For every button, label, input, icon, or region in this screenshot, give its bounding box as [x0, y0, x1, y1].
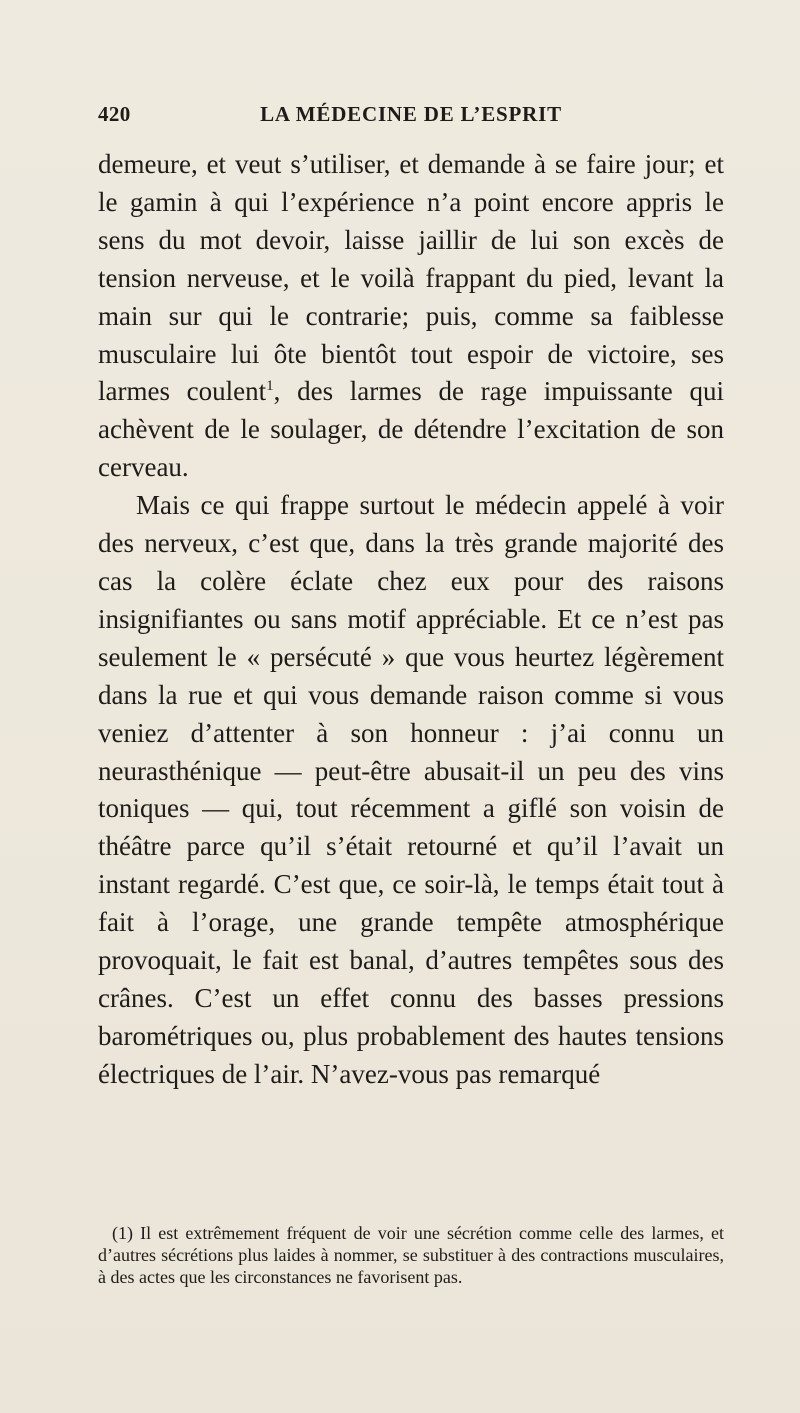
paragraph-1-after-note: , des larmes de rage impuissante qui achèvent de le soulager, de détendre l’excitation de son cerveau. [98, 376, 724, 483]
running-title: LA MÉDECINE DE L’ESPRIT [260, 102, 562, 126]
paragraph-1-before-note: demeure, et veut s’utiliser, et demande à se faire jour; et le gamin à qui l’expérience n’a point encore appris le sens du mot devoir, laisse jaillir de lui son excès de tension nerveuse, et le voilà frappant du pied, levant la main sur qui le contrarie; puis, comme sa faiblesse musculaire lui ôte bientôt tout espoir de victoire, ses larmes coulent [98, 149, 724, 407]
main-text [98, 146, 724, 1094]
footnote-reference: 1 [266, 378, 274, 395]
page-header [98, 100, 724, 134]
footnote [98, 1222, 724, 1288]
paragraph-1 [98, 146, 724, 487]
footnote-text: (1) Il est extrêmement fréquent de voir une sécrétion comme celle des larmes, et d’autres sécrétions plus laides à nommer, se substituer à des contractions musculaires, à des actes que les circonstances ne favorisent pas. [98, 1223, 724, 1287]
paragraph-2: Mais ce qui frappe surtout le médecin appelé à voir des nerveux, c’est que, dans la très grande majorité des cas la colère éclate chez eux pour des raisons insignifiantes ou sans motif appréciable. Et ce n’est pas seulement le « persécuté » que vous heurtez légèrement dans la rue et qui vous demande raison comme si vous veniez d’attenter à son honneur : j’ai connu un neurasthénique — peut-être abusait-il un peu des vins toniques — qui, tout récemment a giflé son voisin de théâtre parce qu’il s’était retourné et qu’il l’avait un instant regardé. C’est que, ce soir-là, le temps était tout à fait à l’orage, une grande tempête atmosphérique provoquait, le fait est banal, d’autres tempêtes sous des crânes. C’est un effet connu des basses pressions barométriques ou, plus probablement des hautes tensions électriques de l’air. N’avez-vous pas remarqué [98, 490, 724, 1089]
page-number: 420 [98, 102, 131, 126]
